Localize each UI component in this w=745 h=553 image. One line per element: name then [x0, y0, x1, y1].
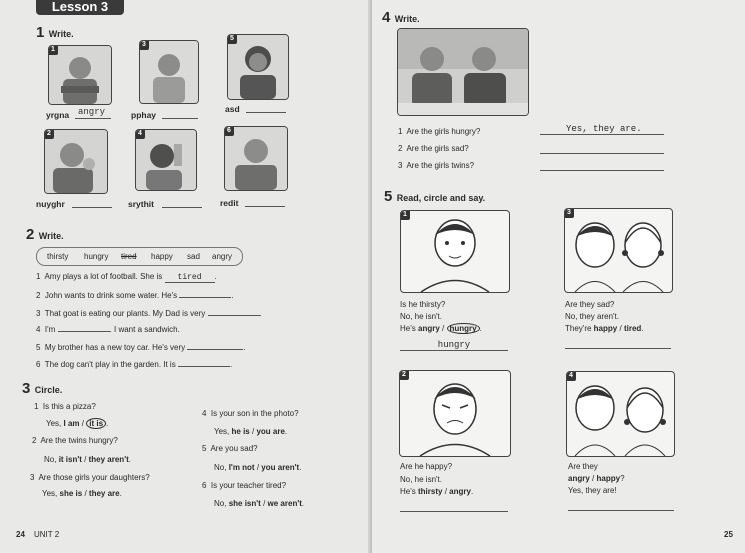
cartoon-3: 3 — [564, 208, 673, 293]
p3-line-1: Are they sad? — [565, 300, 615, 309]
p1-line-1: Is he thirsty? — [400, 300, 446, 309]
sad-girl-photo — [228, 35, 288, 99]
sentence-4-answer[interactable] — [58, 331, 110, 332]
sentence-1-answer[interactable]: tired — [165, 273, 215, 283]
question-3: 3 Are those girls your daughters? — [30, 473, 150, 482]
section-2-heading: 2 Write. — [26, 226, 64, 243]
p2-line-2: No, he isn't. — [400, 475, 442, 484]
p4-answer[interactable] — [568, 502, 674, 511]
photo-6: 6 — [224, 126, 288, 191]
question-1: 1 Is this a pizza? — [34, 402, 96, 411]
sentence-5: 5 My brother has a new toy car. He's very . — [36, 343, 246, 352]
section-5-heading: 5 Read, circle and say. — [384, 188, 486, 205]
lesson-tab: Lesson 3 — [36, 0, 124, 15]
photo-1: 1 — [48, 45, 112, 105]
p2-line-1: Are he happy? — [400, 462, 453, 471]
word-bank-item: angry — [212, 252, 233, 261]
p2-choice[interactable]: He's thirsty / angry. — [400, 487, 474, 496]
scrambled-word-4: srythit — [128, 199, 154, 209]
p4-choice[interactable]: angry / happy? — [568, 474, 625, 483]
answer-1: angry — [78, 107, 106, 117]
p1-choice[interactable]: He's angry / hungry . — [400, 324, 482, 333]
scrambled-word-5: asd — [225, 104, 240, 114]
right-page — [372, 0, 745, 553]
answer-line-6[interactable] — [245, 197, 285, 207]
page-number-right: 25 — [724, 530, 733, 539]
boy-girl-cartoon-4 — [567, 372, 674, 456]
p3-answer[interactable] — [565, 340, 671, 349]
sentence-6: 6 The dog can't play in the garden. It is . — [36, 360, 233, 369]
cartoon-4: 4 — [566, 371, 675, 457]
question-6: 6 Is your teacher tired? — [202, 481, 287, 490]
answer-choice-3[interactable]: Yes, she is / they are. — [42, 489, 122, 498]
photo-5: 5 — [227, 34, 289, 100]
angry-boy-cartoon-2 — [400, 371, 510, 456]
answer-choice-5[interactable]: No, I'm not / you aren't. — [214, 463, 302, 472]
p3-choice[interactable]: They're happy / tired. — [565, 324, 644, 333]
section-1-heading: 1 Write. — [36, 24, 74, 41]
s4-answer-2[interactable] — [540, 143, 664, 154]
cartoon-2: 2 — [399, 370, 511, 457]
p2-answer[interactable] — [400, 503, 508, 512]
sentence-3: 3 That goat is eating our plants. My Dad is very . — [36, 309, 262, 318]
answer-line-3[interactable] — [162, 109, 198, 119]
word-bank-item-used: tired — [121, 252, 137, 261]
girls-photo — [397, 28, 529, 116]
tired-man-photo — [225, 127, 287, 190]
p1-line-2: No, he isn't. — [400, 312, 442, 321]
cartoon-1: 1 — [400, 210, 510, 293]
circled-option: hungry — [447, 323, 480, 334]
question-4: 4 Is your son in the photo? — [202, 409, 299, 418]
answer-choice-4[interactable]: Yes, he is / you are. — [214, 427, 288, 436]
sentence-4: 4 I'm . I want a sandwich. — [36, 325, 180, 334]
answer-choice-6[interactable]: No, she isn't / we aren't. — [214, 499, 305, 508]
s4-question-3: 3 Are the girls twins? — [398, 161, 475, 170]
word-bank-item: thirsty — [47, 252, 69, 261]
p4-line-3: Yes, they are! — [568, 486, 617, 495]
s4-answer-3[interactable] — [540, 160, 664, 171]
scrambled-word-3: pphay — [131, 110, 157, 120]
photo-2: 2 — [44, 129, 108, 194]
unit-label: UNIT 2 — [34, 530, 60, 539]
boy-cartoon-1 — [401, 211, 509, 292]
sentence-6-answer[interactable] — [178, 366, 230, 367]
boy-girl-cartoon-3 — [565, 209, 672, 292]
sentence-3-answer[interactable] — [208, 315, 260, 316]
word-bank — [36, 247, 243, 266]
answer-line-5[interactable] — [246, 103, 286, 113]
photo-3: 3 — [139, 40, 199, 104]
two-girls-eating-photo — [398, 29, 528, 115]
photo-4: 4 — [135, 129, 197, 191]
sentence-1: 1 Amy plays a lot of football. She is tired . — [36, 272, 217, 282]
word-bank-item: happy — [151, 252, 173, 261]
question-2: 2 Are the twins hungry? — [32, 436, 118, 445]
section-3-heading: 3 Circle. — [22, 380, 63, 397]
sentence-2: 2 John wants to drink some water. He's . — [36, 291, 234, 300]
sentence-5-answer[interactable] — [187, 349, 243, 350]
word-bank-item: sad — [187, 252, 200, 261]
s4-question-1: 1 Are the girls hungry? — [398, 127, 481, 136]
word-bank-item: hungry — [84, 252, 109, 261]
answer-line-2[interactable] — [72, 198, 112, 208]
sentence-2-answer[interactable] — [179, 297, 231, 298]
answer-line-4[interactable] — [162, 198, 202, 208]
section-4-heading: 4 Write. — [382, 9, 420, 26]
page-number-left: 24 — [16, 530, 25, 539]
p4-line-1: Are they — [568, 462, 598, 471]
question-5: 5 Are you sad? — [202, 444, 258, 453]
hungry-boy-photo — [45, 130, 107, 193]
scrambled-word-2: nuyghr — [36, 199, 65, 209]
p1-answer[interactable]: hungry — [400, 340, 508, 351]
left-page — [0, 0, 372, 553]
scrambled-word-6: redit — [220, 198, 239, 208]
thirsty-girl-photo — [136, 130, 196, 190]
circled-option: it is — [86, 418, 106, 429]
s4-question-2: 2 Are the girls sad? — [398, 144, 469, 153]
answer-choice-2[interactable]: No, it isn't / they aren't. — [44, 455, 131, 464]
s4-answer-1[interactable]: Yes, they are. — [540, 124, 664, 135]
p3-line-2: No, they aren't. — [565, 312, 619, 321]
happy-boy-photo — [140, 41, 198, 103]
scrambled-word-1: yrgna — [46, 110, 70, 120]
angry-boy-photo — [49, 46, 111, 104]
answer-choice-1[interactable]: Yes, I am / it is . — [46, 419, 109, 428]
